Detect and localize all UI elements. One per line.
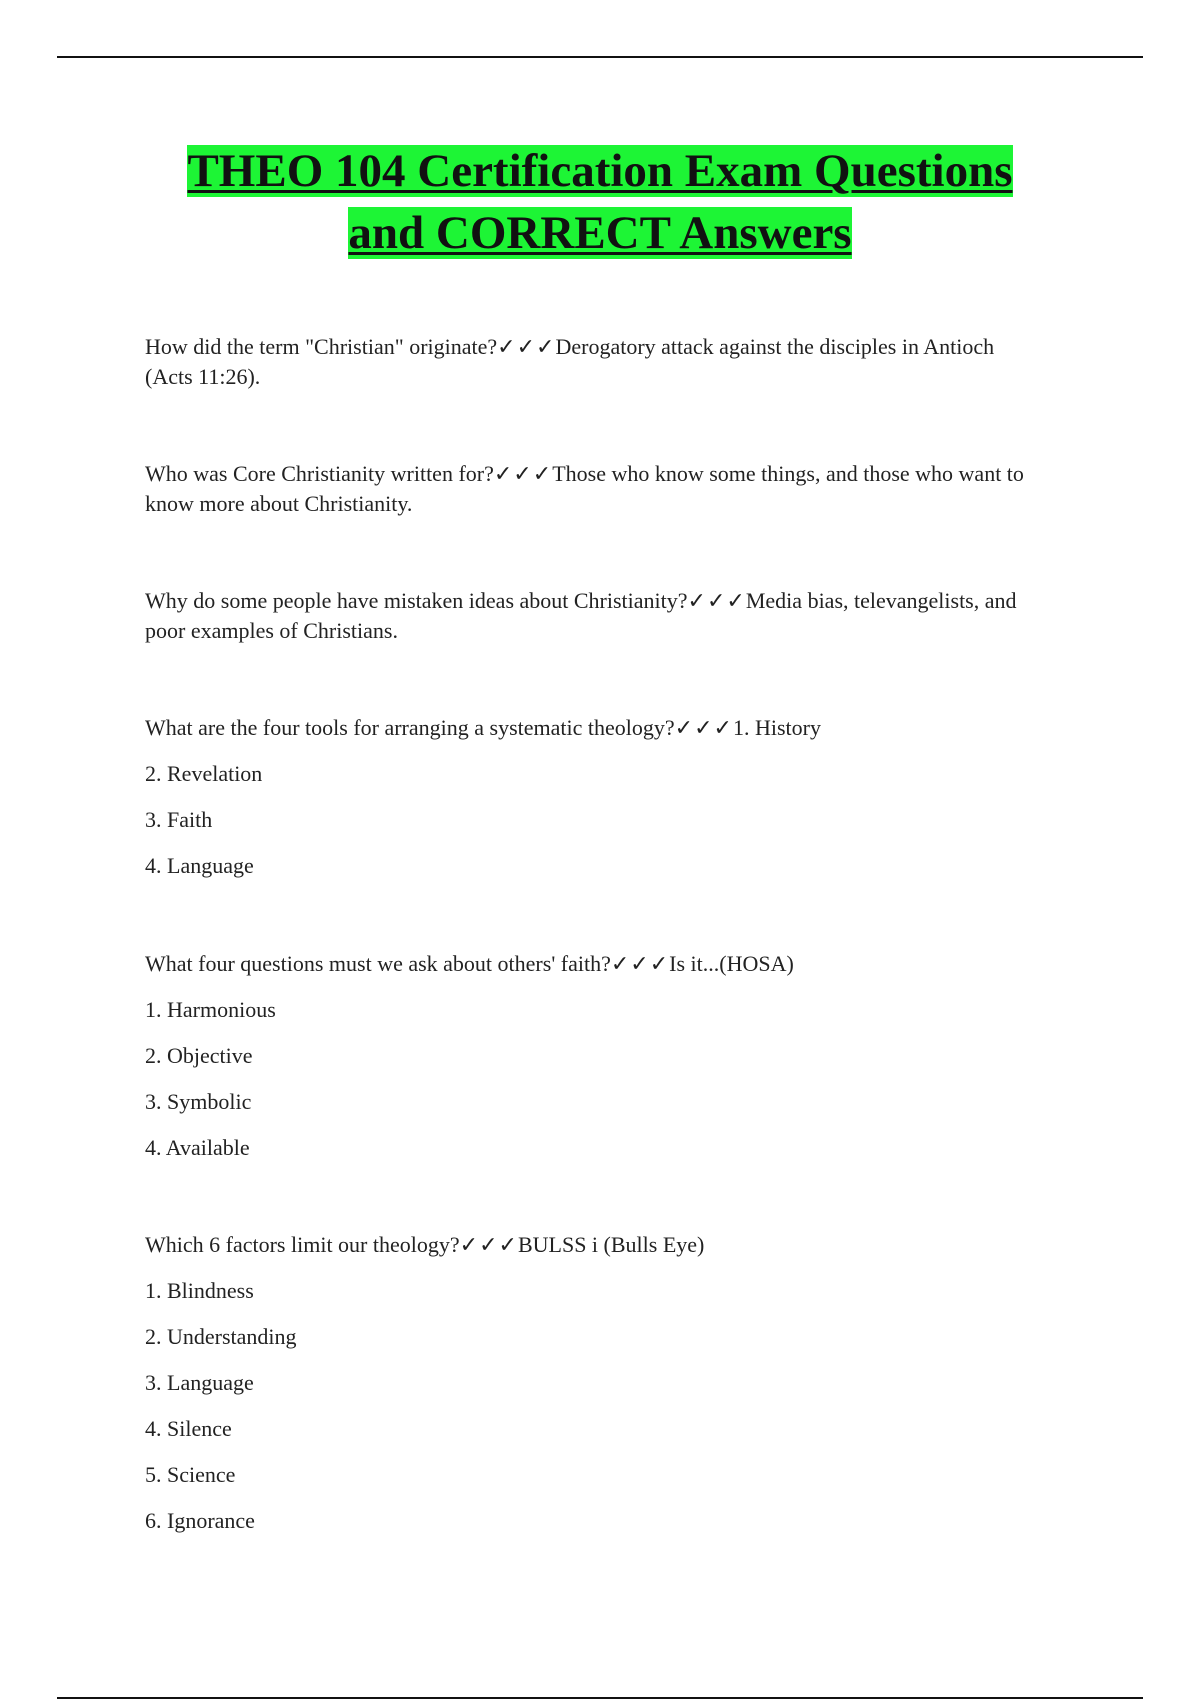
list-item: 6. Ignorance (145, 1508, 255, 1533)
title-line-1: THEO 104 Certification Exam Questions (187, 145, 1013, 197)
list-item: 4. Available (145, 1135, 250, 1160)
list-item: 4. Language (145, 853, 254, 878)
check-mark-icon: ✓✓✓ (674, 715, 733, 740)
answer-text: Media bias, televangelists, and poor examples of Christians. (145, 588, 1017, 643)
list-item: 2. Revelation (145, 761, 263, 786)
check-mark-icon: ✓✓✓ (493, 461, 553, 486)
qa-question-line (145, 586, 1045, 646)
qa-block-1 (145, 332, 1045, 392)
qa-question-line (145, 949, 1045, 979)
question-text: What are the four tools for arranging a systematic theology? (145, 715, 675, 740)
list-item: 2. Understanding (145, 1324, 297, 1349)
qa-block-3 (145, 586, 1045, 646)
answer-text: BULSS i (Bulls Eye) (517, 1232, 705, 1257)
answer-text: Is it...(HOSA) (669, 951, 794, 976)
question-text: Who was Core Christianity written for? (145, 461, 494, 486)
qa-question-line (145, 459, 1045, 519)
list-item: 4. Silence (145, 1416, 232, 1441)
answer-text: Those who know some things, and those who want to know more about Christianity. (145, 461, 1024, 516)
qa-block-2 (145, 459, 1045, 519)
check-mark-icon: ✓✓✓ (497, 334, 556, 359)
list-item: 2. Objective (145, 1043, 253, 1068)
document-title (100, 140, 1100, 264)
answer-text: 1. History (732, 715, 821, 740)
check-mark-icon: ✓✓✓ (687, 588, 746, 613)
question-text: What four questions must we ask about others' faith? (145, 951, 611, 976)
check-mark-icon: ✓✓✓ (610, 951, 670, 976)
qa-question-line (145, 1230, 1045, 1260)
list-item: 3. Faith (145, 807, 213, 832)
question-text: How did the term "Christian" originate? (145, 334, 498, 359)
question-text: Why do some people have mistaken ideas about Christianity? (145, 588, 688, 613)
question-text: Which 6 factors limit our theology? (145, 1232, 460, 1257)
list-item: 3. Symbolic (145, 1089, 252, 1114)
qa-block-6 (145, 1230, 1045, 1536)
top-rule (57, 56, 1143, 58)
qa-question-line (145, 713, 1045, 743)
list-item: 3. Language (145, 1370, 254, 1395)
qa-question-line (145, 332, 1045, 392)
bottom-rule (57, 1697, 1143, 1699)
list-item: 1. Harmonious (145, 997, 276, 1022)
title-line-2: and CORRECT Answers (348, 207, 852, 259)
check-mark-icon: ✓✓✓ (459, 1232, 518, 1257)
qa-block-5 (145, 949, 1045, 1163)
list-item: 5. Science (145, 1462, 236, 1487)
list-item: 1. Blindness (145, 1278, 254, 1303)
answer-text: Derogatory attack against the disciples in Antioch (Acts 11:26). (145, 334, 995, 389)
qa-block-4 (145, 713, 1045, 881)
